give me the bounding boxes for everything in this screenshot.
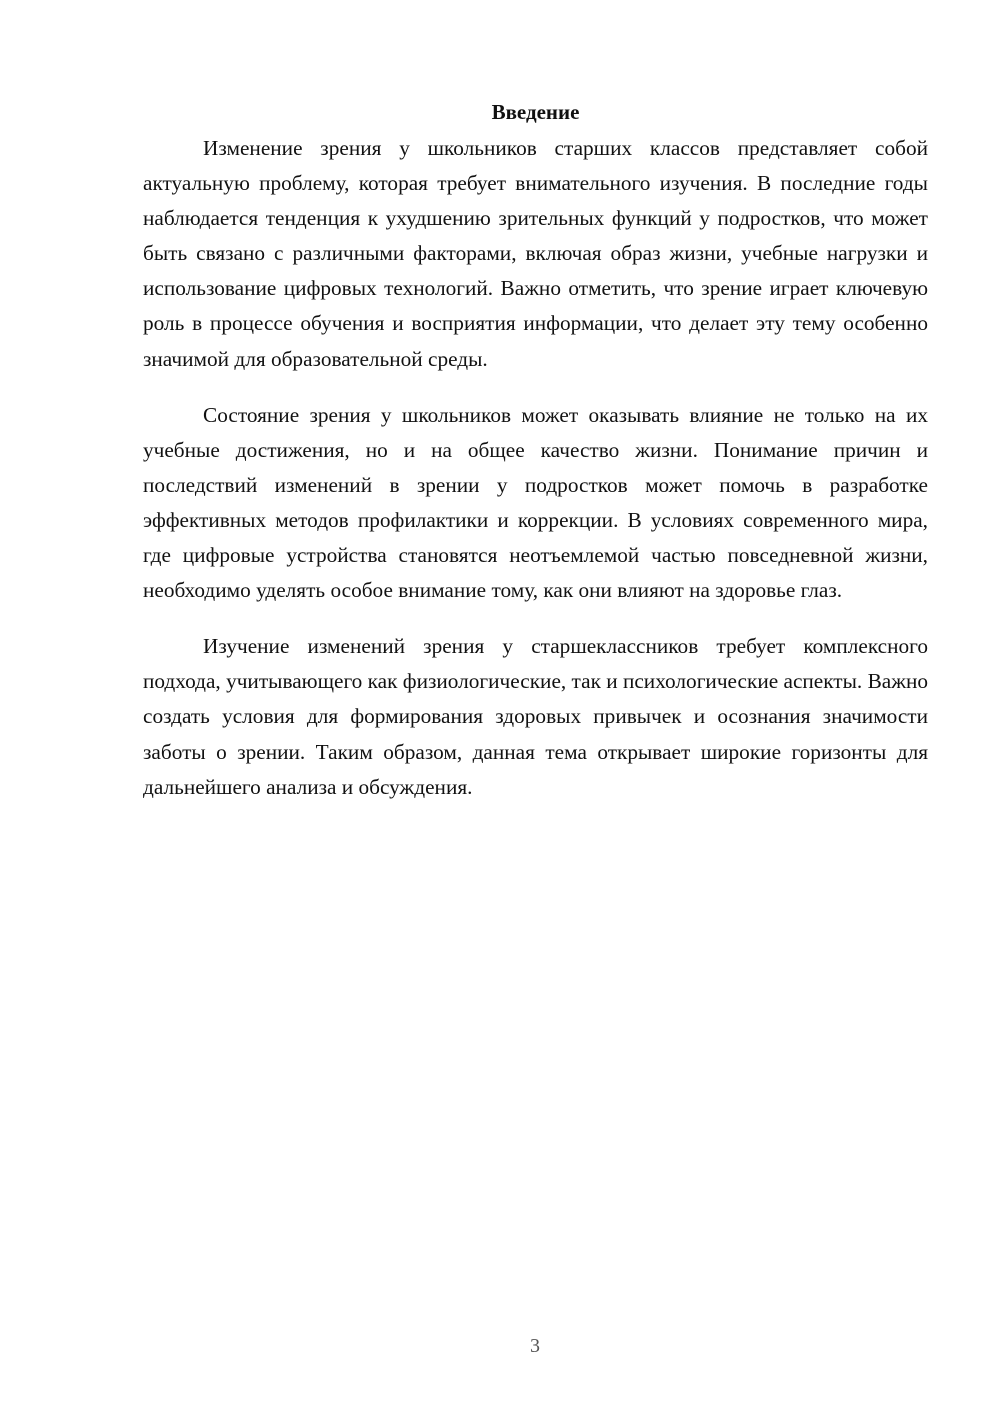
page-number: 3 [530,1335,540,1357]
paragraph-3: Изучение изменений зрения у старшеклассников требует комплексного подхода, учитывающего как физиологические, так и психологические аспекты. Важно создать условия для формирования здоровых привычек и осознания значимости заботы о зрении. Таким образом, данная тема открывает широкие горизонты для дальнейшего анализа и обсуждения. [143,634,928,799]
paragraph-2: Состояние зрения у школьников может оказывать влияние не только на их учебные достижения, но и на общее качество жизни. Понимание причин и последствий изменений в зрении у подростков может помочь в разработке эффективных методов профилактики и коррекции. В условиях современного мира, где цифровые устройства становятся неотъемлемой частью повседневной жизни, необходимо уделять особое внимание тому, как они влияют на здоровье глаз. [143,402,928,603]
page-content [143,96,928,826]
paragraph-1: Изменение зрения у школьников старших классов представляет собой актуальную проблему, которая требует внимательного изучения. В последние годы наблюдается тенденция к ухудшению зрительных функций у подростков, что может быть связано с различными факторами, включая образ жизни, учебные нагрузки и использование цифровых технологий. Важно отметить, что зрение играет ключевую роль в процессе обучения и восприятия информации, что делает эту тему особенно значимой для образовательной среды. [143,136,928,371]
section-heading: Введение [491,100,580,124]
